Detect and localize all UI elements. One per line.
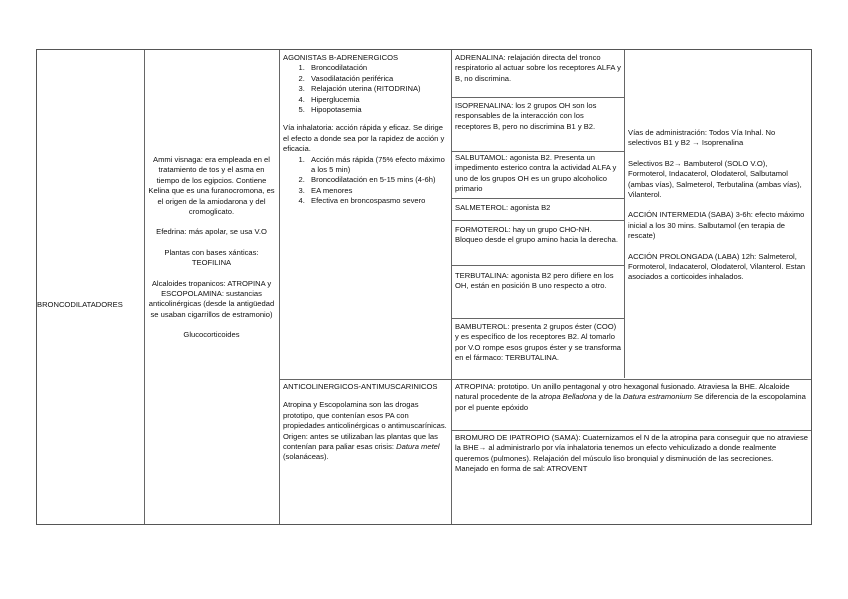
category-label: BRONCODILATADORES xyxy=(37,300,123,309)
ammi-visnaga-text: Ammi visnaga: era empleada en el tratamiento de tos y el asma en tiempo de los egipcios. Contiene Kelina que es una furanocromona, es el origen de la amiodarona y del cromoglicato. xyxy=(148,155,275,217)
effects-list xyxy=(283,63,448,115)
drug-cell-salbutamol: SALBUTAMOL: agonista B2. Presenta un impedimento esterico contra la actividad ALFA y uno de los grupos OH es un grupo alcoholico primario xyxy=(455,153,617,194)
vias-cell xyxy=(628,128,808,283)
selectivos-text: Selectivos B2→ Bambuterol (SOLO V.O), Formoterol, Indacaterol, Olodaterol, Salbutamol (ambas vías), Salmeterol, Terbutalina (ambas vías), Vilanterol. xyxy=(628,158,802,200)
row-divider xyxy=(451,430,811,431)
anticolinergicos-title: ANTICOLINERGICOS-ANTIMUSCARINICOS xyxy=(283,382,438,391)
agonistas-title: AGONISTAS B-ADRENERGICOS xyxy=(283,53,399,62)
column-divider xyxy=(144,50,145,524)
glucocorticoides-text: Glucocorticoides xyxy=(183,330,240,340)
row-divider xyxy=(451,151,624,152)
drug-cell-terbutalina: TERBUTALINA: agonista B2 pero difiere en los OH, están en posición B uno respecto a otro. xyxy=(455,271,614,291)
agonistas-cell xyxy=(283,53,448,207)
anticolinergicos-text: Atropina y Escopolamina son las drogas prototipo, que contenían esos PA con propiedades anticolinérgicas o antimuscarínicas. xyxy=(283,400,447,431)
row-divider xyxy=(451,265,624,266)
inhalatoria-item: 1. Acción más rápida (75% efecto máximo a los 5 min) xyxy=(307,155,448,176)
atropina-cell: ATROPINA: prototipo. Un anillo pentagonal y otro hexagonal fusionado. Atraviesa la BHE. Alcaloide natural procedente de la atropa Belladona y de la Datura estramonium Se diferencia de la escopolamina por el puente epóxido xyxy=(455,382,806,412)
xantinas-text: Plantas con bases xánticas: TEOFILINA xyxy=(164,247,259,268)
drug-cell-isoprenalina: ISOPRENALINA: los 2 grupos OH son los responsables de la interacción con los receptores B, pero no discrimina B1 y B2. xyxy=(455,101,597,131)
inhalatoria-item: 3. EA menores xyxy=(307,186,448,196)
effect-item: 1. Broncodilatación xyxy=(307,63,448,73)
effect-item: 2. Vasodilatación periférica xyxy=(307,74,448,84)
tropanicos-text: Alcaloides tropanicos: ATROPINA y ESCOPOLAMINA: sustancias anticolinérgicas (desde la antigüedad se usaban cigarrillos de estramonio) xyxy=(148,278,275,319)
effect-item: 3. Relajación uterina (RITODRINA) xyxy=(307,84,448,94)
inhalatoria-item: 4. Efectiva en broncospasmo severo xyxy=(307,196,448,206)
vias-text: Vías de administración: Todos Vía Inhal. No selectivos B1 y B2 → Isoprenalina xyxy=(628,128,776,148)
efedrina-text: Efedrina: más apolar, se usa V.O xyxy=(156,227,267,237)
inhalatoria-item: 2. Broncodilatación en 5-15 mins (4-6h) xyxy=(307,175,448,185)
natural-origins-cell xyxy=(148,155,275,341)
drug-cell-adrenalina: ADRENALINA: relajación directa del tronco respiratorio al actuar sobre los receptores ALFA y B, no discrimina. xyxy=(455,53,621,83)
ipratropio-cell xyxy=(455,433,810,475)
row-divider xyxy=(451,97,624,98)
effect-item: 5. Hipopotasemia xyxy=(307,105,448,115)
column-divider xyxy=(279,50,280,524)
row-divider xyxy=(451,318,624,319)
pharmacology-table xyxy=(36,49,812,525)
row-divider xyxy=(279,379,811,380)
saba-text: ACCIÓN INTERMEDIA (SABA) 3-6h: efecto máximo inicial a los 30 mins. Salbutamol (en terapia de rescate) xyxy=(628,210,805,241)
drug-cell-salmeterol: SALMETEROL: agonista B2 xyxy=(455,203,551,212)
row-divider xyxy=(451,220,624,221)
effect-item: 4. Hiperglucemia xyxy=(307,95,448,105)
column-divider xyxy=(451,50,452,524)
inhalatoria-intro: Vía inhalatoria: acción rápida y eficaz. Se dirige el efecto a donde sea por la rapidez de acción y eficacia. xyxy=(283,123,445,154)
laba-text: ACCIÓN PROLONGADA (LABA) 12h: Salmeterol, Formoterol, Indacaterol, Olodaterol, Vilanterol. Estan asociados a corticoides inhalados. xyxy=(628,251,806,282)
drug-cell-formoterol: FORMOTEROL: hay un grupo CHO-NH. Bloqueo desde el grupo amino hacia la derecha. xyxy=(455,225,618,245)
drug-cell-bambuterol: BAMBUTEROL: presenta 2 grupos éster (COO) y es específico de los receptores B2. Al tomarlo por V.O rompe esos grupos éster y se transforma en el fármaco: TERBUTALINA. xyxy=(455,322,622,363)
inhalatoria-list xyxy=(283,155,448,207)
column-divider xyxy=(624,50,625,378)
ipratropio-text: BROMURO DE IPATROPIO (SAMA): Cuaternizamos el N de la atropina para conseguir que no atraviese la BHE→ al administrarlo por vía inhalatoria tenemos un efecto vehiculizado a donde realmente queremos (pulmones). Relajación del músculo liso bronquial y disminución de las secreciones. xyxy=(455,433,808,463)
atrovent-text: Manejado en forma de sal: ATROVENT xyxy=(455,464,588,474)
origen-text: Origen: antes se utilizaban las plantas que las contenían para paliar esas crisis: Datura metel (solanáceas). xyxy=(283,431,440,462)
anticolinergicos-cell xyxy=(283,382,448,463)
row-divider xyxy=(451,198,624,199)
